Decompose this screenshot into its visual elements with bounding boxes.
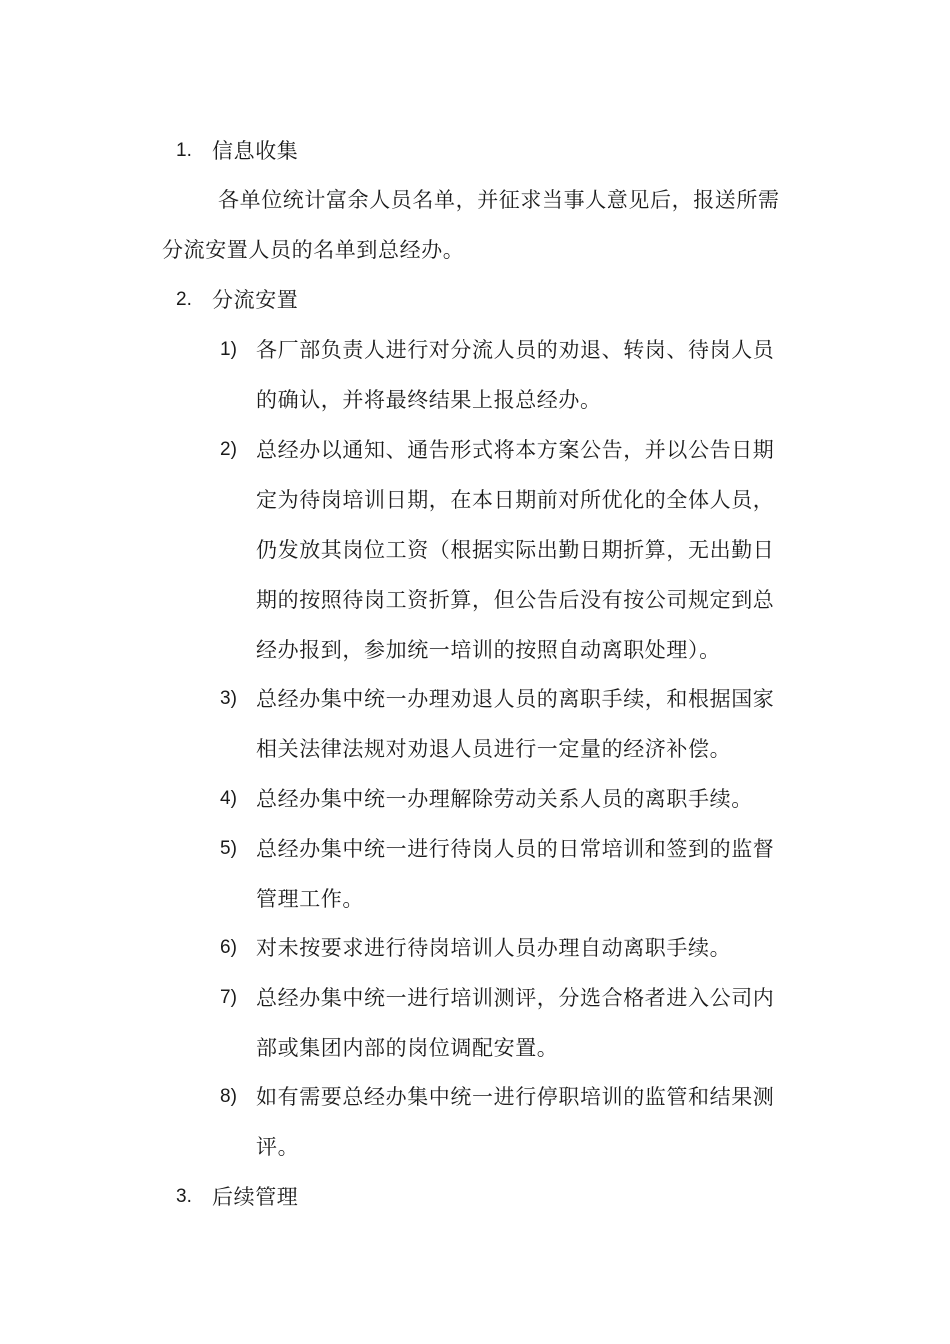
section-number: 3. [176, 1186, 192, 1207]
list-item-number: 8) [220, 1086, 237, 1107]
list-item-line: 的确认，并将最终结果上报总经办。 [256, 388, 602, 412]
list-item-line: 总经办以通知、通告形式将本方案公告，并以公告日期 [256, 438, 775, 462]
section-title: 后续管理 [212, 1185, 299, 1209]
list-item-line: 管理工作。 [256, 887, 364, 911]
list-item-number: 1) [220, 339, 237, 360]
list-item-line: 评。 [256, 1135, 300, 1159]
section-number: 1. [176, 140, 192, 161]
list-item-line: 总经办集中统一进行培训测评，分选合格者进入公司内 [256, 986, 775, 1010]
list-item-line: 各厂部负责人进行对分流人员的劝退、转岗、待岗人员 [256, 338, 775, 362]
list-item-line: 如有需要总经办集中统一进行停职培训的监管和结果测 [256, 1085, 775, 1109]
list-item-line: 总经办集中统一进行待岗人员的日常培训和签到的监督 [256, 837, 775, 861]
section-title: 信息收集 [212, 139, 299, 163]
list-item-line: 定为待岗培训日期，在本日期前对所优化的全体人员， [256, 488, 775, 512]
list-item-number: 5) [220, 838, 237, 859]
list-item-line: 经办报到，参加统一培训的按照自动离职处理）。 [256, 638, 721, 662]
list-item-line: 部或集团内部的岗位调配安置。 [256, 1036, 559, 1060]
section-title: 分流安置 [212, 288, 299, 312]
list-item-number: 7) [220, 987, 237, 1008]
paragraph-line: 分流安置人员的名单到总经办。 [162, 238, 465, 262]
list-item-line: 相关法律法规对劝退人员进行一定量的经济补偿。 [256, 737, 732, 761]
list-item-line: 期的按照待岗工资折算，但公告后没有按公司规定到总 [256, 588, 775, 612]
list-item-number: 3) [220, 688, 237, 709]
list-item-line: 总经办集中统一办理解除劳动关系人员的离职手续。 [256, 787, 753, 811]
list-item-number: 4) [220, 788, 237, 809]
section-number: 2. [176, 289, 192, 310]
list-item-line: 仍发放其岗位工资（根据实际出勤日期折算，无出勤日 [256, 538, 775, 562]
list-item-number: 2) [220, 439, 237, 460]
paragraph-line: 各单位统计富余人员名单，并征求当事人意见后，报送所需 [218, 188, 780, 212]
list-item-line: 对未按要求进行待岗培训人员办理自动离职手续。 [256, 936, 732, 960]
list-item-line: 总经办集中统一办理劝退人员的离职手续，和根据国家 [256, 687, 775, 711]
list-item-number: 6) [220, 937, 237, 958]
